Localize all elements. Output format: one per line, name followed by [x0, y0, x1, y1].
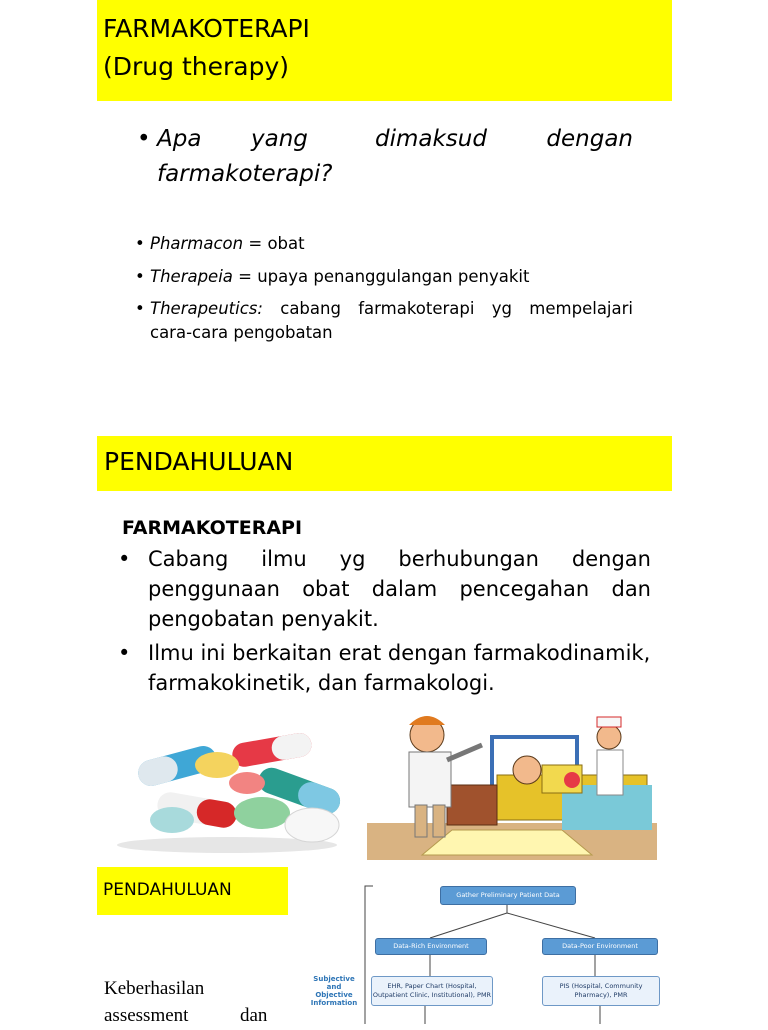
slide1-title: FARMAKOTERAPI: [103, 14, 310, 43]
bullet-icon: •: [135, 267, 145, 286]
patient-data-flowchart: [305, 878, 675, 1024]
slide3-text-line2b: dan: [240, 1005, 268, 1026]
slide1-subtitle: (Drug therapy): [103, 52, 289, 81]
bullet-line: penggunaan obat dalam pencegahan dan: [148, 577, 651, 601]
bullet-icon: •: [137, 126, 151, 152]
question-line2: farmakoterapi?: [157, 161, 333, 187]
bullet-icon: •: [118, 641, 131, 665]
question-word: yang: [251, 126, 308, 152]
flow-box-pis: PIS (Hospital, Community Pharmacy), PMR: [542, 976, 660, 1006]
slide1-title-box: [97, 0, 672, 101]
slide3-title: PENDAHULUAN: [103, 880, 232, 900]
flow-side-label: Subjective and Objective Information: [310, 975, 358, 1007]
flow-box-ehr: EHR, Paper Chart (Hospital, Outpatient Clinic, Institutional), PMR: [371, 976, 493, 1006]
term: Pharmacon: [150, 234, 244, 253]
bullet-line: farmakokinetik, dan farmakologi.: [148, 671, 495, 695]
term: Therapeia: [150, 267, 233, 286]
slide2-subtitle: FARMAKOTERAPI: [122, 517, 303, 539]
bullet-line: pengobatan penyakit.: [148, 607, 379, 631]
question-word: Apa: [157, 126, 202, 152]
flow-box-data-rich: Data-Rich Environment: [375, 938, 487, 955]
definition: = upaya penanggulangan penyakit: [232, 267, 530, 286]
slide3-title-box: [97, 867, 288, 915]
bullet-icon: •: [135, 234, 145, 253]
definition-line2: cara-cara pengobatan: [150, 323, 333, 342]
term: Therapeutics:: [150, 299, 263, 318]
doctor-patient-cartoon: [367, 705, 657, 860]
flow-box-data-poor: Data-Poor Environment: [542, 938, 658, 955]
flow-box-top: Gather Preliminary Patient Data: [440, 886, 576, 905]
bullet-line: Ilmu ini berkaitan erat dengan farmakodinamik,: [148, 641, 651, 665]
slide2-title: PENDAHULUAN: [104, 447, 294, 476]
bullet-line: Cabang ilmu yg berhubungan dengan: [148, 547, 651, 571]
pills-image: [97, 705, 357, 860]
slide3-text-line1: Keberhasilan: [104, 978, 205, 999]
bullet-icon: •: [135, 299, 145, 318]
bullet-icon: •: [118, 547, 131, 571]
question-word: dengan: [546, 126, 633, 152]
definition: cabang farmakoterapi yg mempelajari: [262, 299, 633, 318]
question-word: dimaksud: [375, 126, 487, 152]
slide3-text-line2a: assessment: [104, 1005, 189, 1026]
slide2-title-box: [97, 436, 672, 491]
definition: = obat: [243, 234, 305, 253]
